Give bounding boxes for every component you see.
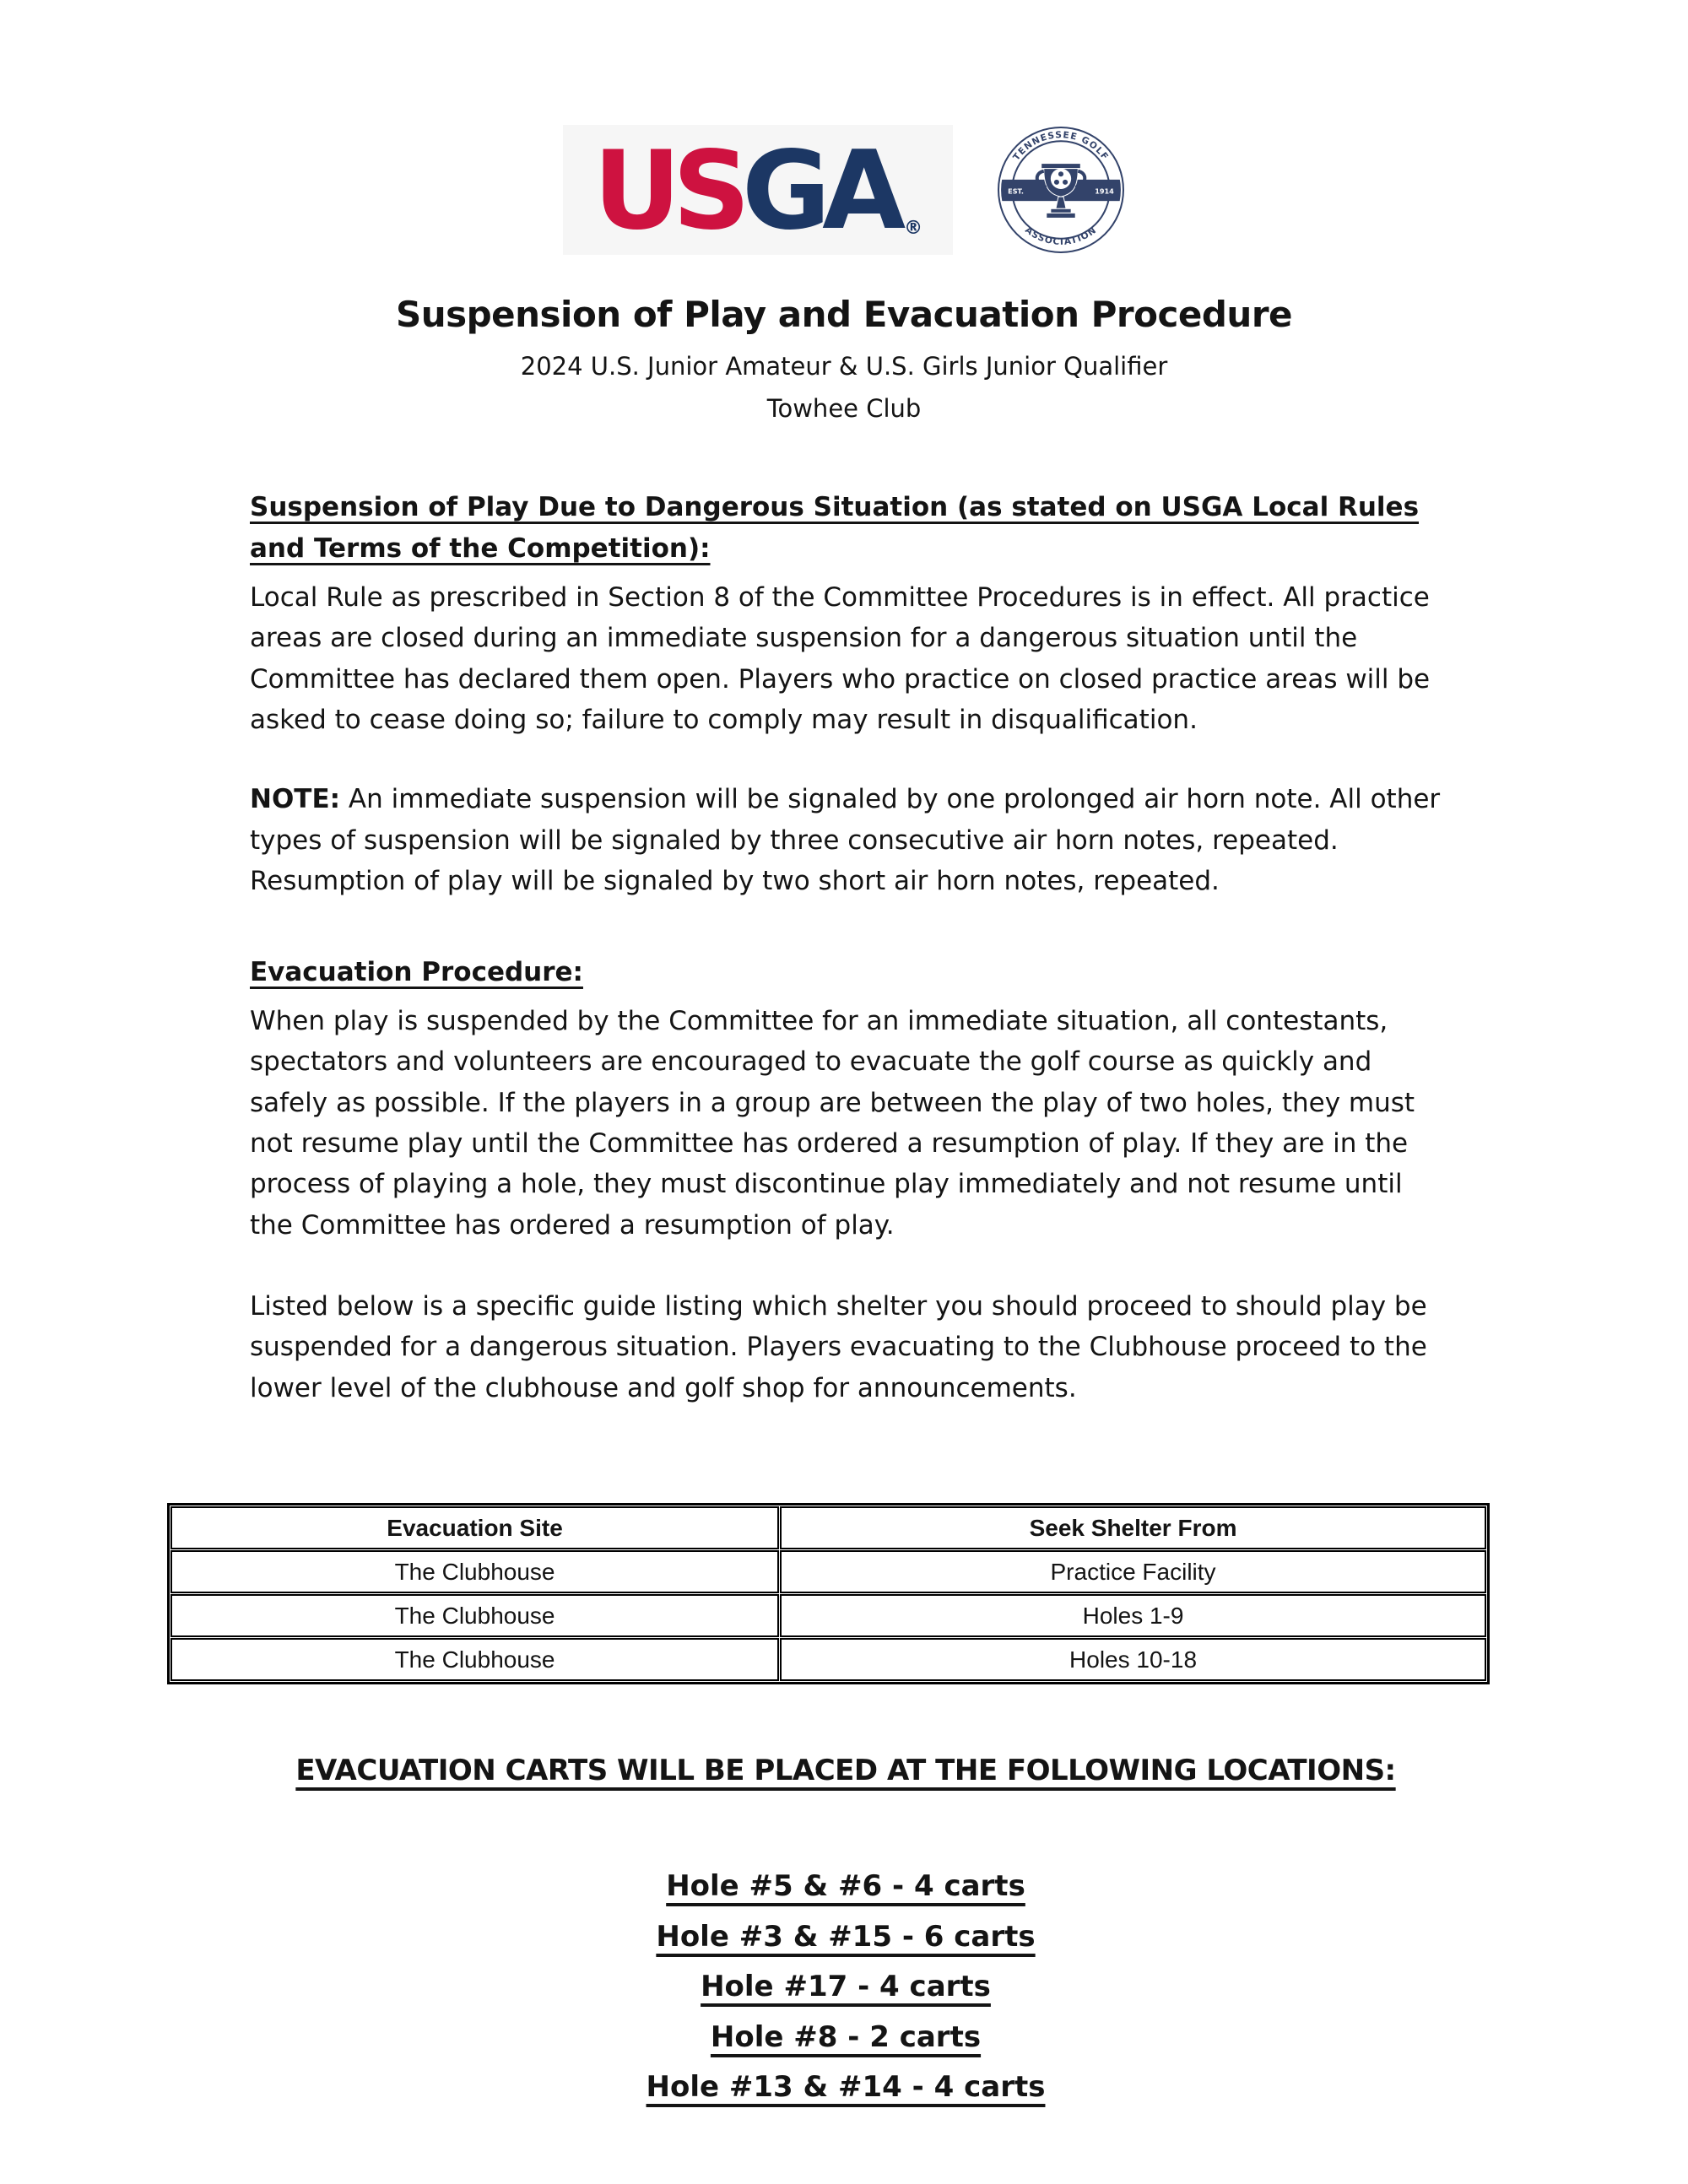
shelter-table-head (170, 1506, 1486, 1549)
table-row (170, 1638, 1486, 1681)
cart-location-line (250, 2019, 1442, 2056)
cell-seek-shelter-from: Holes 1-9 (780, 1594, 1486, 1637)
table-row (170, 1550, 1486, 1593)
seal-arc-bottom-text: ASSOCIATION (1023, 224, 1100, 247)
note-text: An immediate suspension will be signaled by one prolonged air horn note. All other types of suspension will be signaled by three consecutive air horn notes, repeated. Resumption of play will be signaled by two short air horn notes, repeated. (250, 784, 1441, 896)
heading-evacuation-procedure: Evacuation Procedure: (250, 957, 583, 988)
cart-location-line (250, 1969, 1442, 2005)
cell-evacuation-site: The Clubhouse (170, 1594, 779, 1637)
seal-est-text: EST. (1008, 187, 1025, 196)
registered-trademark-symbol: ® (904, 217, 923, 239)
cell-seek-shelter-from: Practice Facility (780, 1550, 1486, 1593)
cart-location-text: Hole #17 - 4 carts (701, 1970, 991, 2004)
cart-location-text: Hole #13 & #14 - 4 carts (646, 2070, 1046, 2105)
shelter-table-body (170, 1550, 1486, 1681)
seal-year-text: 1914 (1095, 187, 1114, 196)
column-header-evacuation-site: Evacuation Site (170, 1506, 779, 1549)
paragraph-note (250, 779, 1442, 901)
cart-location-text: Hole #3 & #15 - 6 carts (656, 1919, 1036, 1954)
page-title: Suspension of Play and Evacuation Procedure (395, 293, 1293, 335)
cell-evacuation-site: The Clubhouse (170, 1550, 779, 1593)
usga-ga-letters: GA (742, 128, 898, 254)
paragraph-evacuation: When play is suspended by the Committee for an immediate situation, all contestants, spectators and volunteers are encouraged to evacuate the golf course as quickly and safely as possible. If the players in a group are between the play of two holes, they must not resume play until the Committee has ordered a resumption of play. If they are in the process of playing a hole, they must discontinue play immediately and not resume until the Committee has ordered a resumption of play. (250, 1005, 1415, 1241)
logo-row (0, 0, 1688, 255)
table-header-row (170, 1506, 1486, 1549)
heading-suspension-dangerous-situation: Suspension of Play Due to Dangerous Situation (as stated on USGA Local Rules and Terms of the Competition): (250, 491, 1420, 565)
cell-seek-shelter-from: Holes 10-18 (780, 1638, 1486, 1681)
seal-arc-top-text: TENNESSEE GOLF (1010, 128, 1112, 163)
column-header-seek-shelter-from: Seek Shelter From (780, 1506, 1486, 1549)
paragraph-shelter-guide: Listed below is a specific guide listing which shelter you should proceed to should play be suspended for a dangerous situation. Players evacuating to the Clubhouse proceed to the lower level of the clubhouse and golf shop for announcements. (250, 1291, 1427, 1403)
paragraph-local-rule: Local Rule as prescribed in Section 8 of the Committee Procedures is in effect. All practice areas are closed during an immediate suspension for a dangerous situation until the Committee has declared them open. Players who practice on closed practice areas will be asked to cease doing so; failure to comply may result in disqualification. (250, 581, 1431, 735)
cart-location-text: Hole #8 - 2 carts (710, 2019, 982, 2054)
document-body (250, 487, 1442, 2106)
usga-us-letters: US (592, 128, 742, 254)
note-label: NOTE: (250, 784, 341, 815)
cell-evacuation-site: The Clubhouse (170, 1638, 779, 1681)
cart-location-line (250, 1868, 1442, 1905)
table-row (170, 1594, 1486, 1637)
cart-locations-list (250, 1868, 1442, 2106)
usga-logo (563, 125, 953, 255)
usga-wordmark (592, 128, 898, 254)
cart-location-line (250, 2069, 1442, 2106)
tennessee-golf-association-seal-icon (997, 126, 1125, 254)
heading-evacuation-carts: EVACUATION CARTS WILL BE PLACED AT THE FOLLOWING LOCATIONS: (295, 1754, 1396, 1788)
venue-name: Towhee Club (766, 393, 922, 423)
shelter-table (167, 1503, 1490, 1684)
page-subtitle: 2024 U.S. Junior Amateur & U.S. Girls Junior Qualifier (520, 351, 1168, 381)
cart-location-line (250, 1919, 1442, 1955)
cart-location-text: Hole #5 & #6 - 4 carts (666, 1869, 1025, 1904)
